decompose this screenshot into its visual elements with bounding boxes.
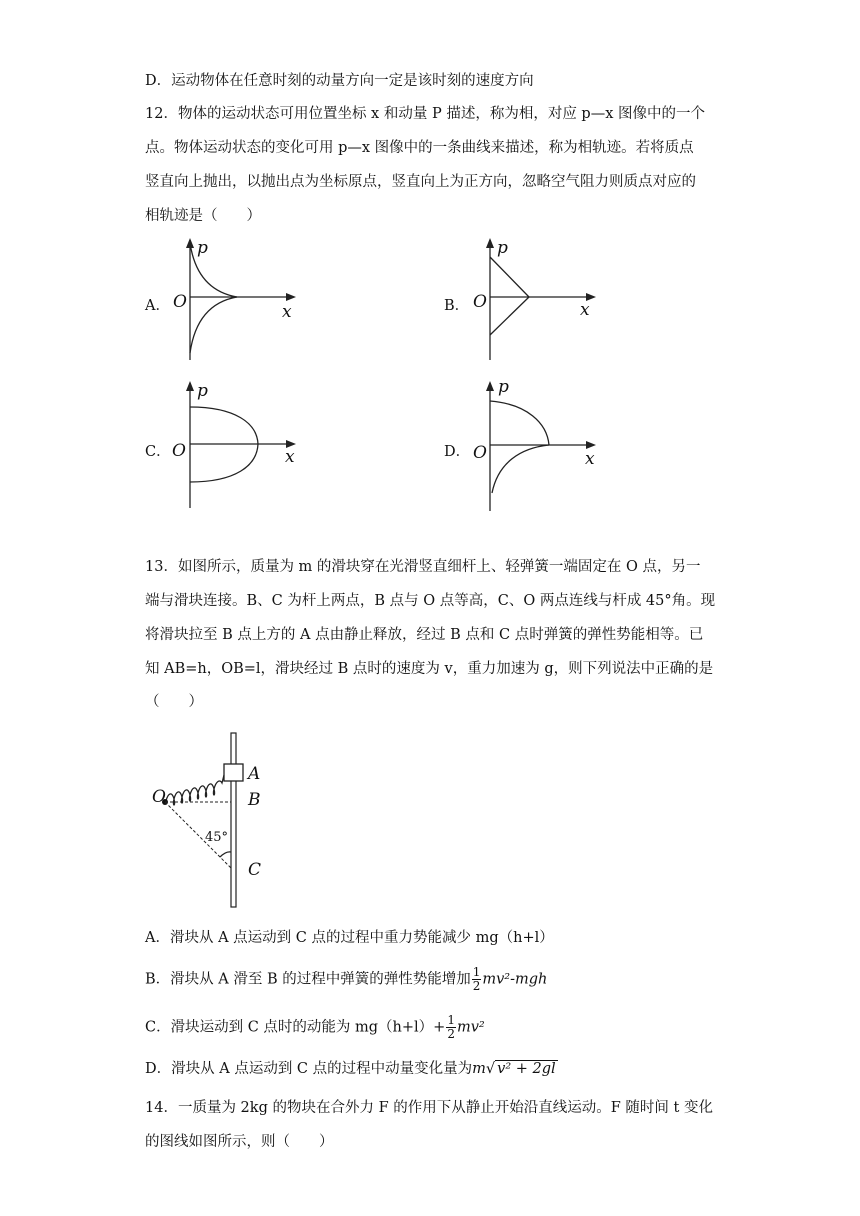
q13-line-2: 端与滑块连接。B、C 为杆上两点，B 点与 O 点等高，C、O 两点连线与杆成 45°角。现	[145, 593, 716, 609]
q13-line-3: 将滑块拉至 B 点上方的 A 点由静止释放，经过 B 点和 C 点时弹簧的弹性势能相等。已	[145, 627, 704, 643]
q13-line-4: 知 AB=h，OB=l，滑块经过 B 点时的速度为 v，重力加速为 g，则下列说法中正确的是	[145, 661, 714, 677]
q12-option-c-label: C．	[145, 444, 171, 460]
q13-option-b: B．滑块从 A 滑至 B 的过程中弹簧的弹性势能增加 $\frac{1}{2}$ mv²-mgh	[145, 965, 548, 993]
q12-line-4: 相轨迹是（ ）	[145, 208, 261, 224]
p-axis-label: p	[197, 381, 208, 401]
q12-graph-d	[465, 378, 605, 518]
point-b-label: B	[248, 790, 261, 810]
x-axis-label: x	[580, 300, 590, 320]
x-axis-label: x	[285, 447, 295, 467]
fraction: $\frac{1}{2}$	[472, 965, 481, 993]
angle-label: 45°	[205, 830, 229, 845]
q12-line-1: 12．物体的运动状态可用位置坐标 x 和动量 P 描述，称为相，对应 p—x 图像中的一个	[145, 106, 705, 122]
p-axis-label: p	[498, 377, 509, 397]
q12-option-a-label: A．	[145, 298, 170, 314]
origin-label: O	[473, 443, 487, 463]
x-axis-label: x	[585, 449, 595, 469]
point-c-label: C	[248, 860, 262, 880]
q13-option-c: C．滑块运动到 C 点时的动能为 mg（h+l）+ $\frac{1}{2}$ mv²	[145, 1013, 485, 1041]
p-axis-label: p	[497, 238, 508, 258]
sqrt-sign: √	[485, 1061, 496, 1077]
origin-label: O	[173, 292, 187, 312]
q12-line-3: 竖直向上抛出，以抛出点为坐标原点，竖直向上为正方向，忽略空气阻力则质点对应的	[145, 174, 696, 190]
p-axis-label: p	[197, 238, 208, 258]
q13-line-1: 13．如图所示，质量为 m 的滑块穿在光滑竖直细杆上、轻弹簧一端固定在 O 点，另一	[145, 559, 701, 575]
q12-option-d-label: D．	[444, 444, 471, 460]
slider-block	[224, 764, 243, 781]
q11-option-d: D．运动物体在任意时刻的动量方向一定是该时刻的速度方向	[145, 73, 534, 89]
x-axis-label: x	[282, 302, 292, 322]
q12-line-2: 点。物体运动状态的变化可用 p—x 图像中的一条曲线来描述，称为相轨迹。若将质点	[145, 140, 694, 156]
q12-option-b-label: B．	[444, 298, 470, 314]
q13-option-a: A．滑块从 A 点运动到 C 点的过程中重力势能减少 mg（h+l）	[145, 930, 554, 946]
origin-label: O	[172, 441, 186, 461]
q12-graph-b	[465, 235, 605, 365]
q14-line-2: 的图线如图所示，则（ ）	[145, 1134, 334, 1150]
q13-spring-rod-figure	[140, 725, 280, 915]
q12-graph-c	[165, 378, 305, 513]
q13-option-d: D．滑块从 A 点运动到 C 点的过程中动量变化量为m√ v² + 2gl	[145, 1061, 556, 1077]
q14-line-1: 14．一质量为 2kg 的物块在合外力 F 的作用下从静止开始沿直线运动。F 随时间 t 变化	[145, 1100, 713, 1116]
point-a-label: A	[248, 764, 261, 784]
point-o-label: O	[152, 787, 166, 807]
q12-graph-a	[165, 235, 305, 365]
origin-label: O	[473, 292, 487, 312]
fraction: $\frac{1}{2}$	[447, 1013, 455, 1041]
q13-line-5: （ ）	[145, 694, 203, 710]
